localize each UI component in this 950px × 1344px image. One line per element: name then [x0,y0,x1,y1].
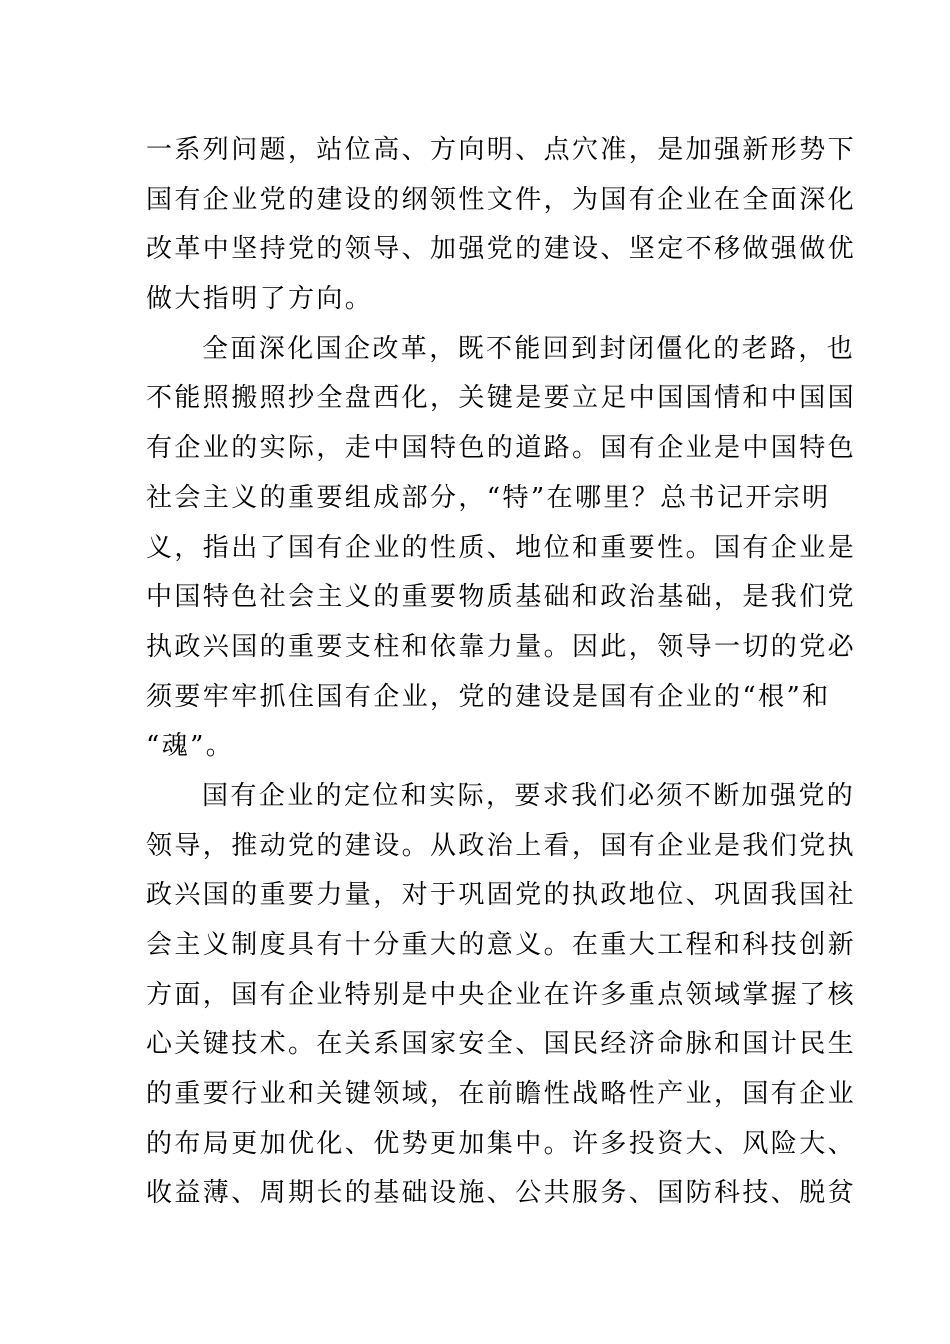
text-line: 义，指出了国有企业的性质、地位和重要性。国有企业是 [146,532,857,563]
text-line: 会主义制度具有十分重大的意义。在重大工程和科技创新 [146,930,857,960]
text-line: 改革中坚持党的领导、加强党的建设、坚定不移做强做优 [146,234,857,265]
text-line: 执政兴国的重要支柱和依靠力量。因此，领导一切的党必 [146,631,857,662]
paragraph [146,772,857,1219]
text-line: “魂”。 [146,731,235,762]
text-line: 的重要行业和关键领域，在前瞻性战略性产业，国有企业 [146,1079,857,1110]
text-line: 的布局更加优化、优势更加集中。许多投资大、风险大、 [146,1128,857,1159]
text-line: 中国特色社会主义的重要物质基础和政治基础，是我们党 [146,582,857,613]
text-line: 领导，推动党的建设。从政治上看，国有企业是我们党执 [146,830,857,861]
document-body [146,126,857,1219]
text-line: 心关键技术。在关系国家安全、国民经济命脉和国计民生 [146,1029,857,1060]
text-line: 国有企业党的建设的纲领性文件，为国有企业在全面深化 [146,184,857,215]
text-line: 须要牢牢抓住国有企业，党的建设是国有企业的“根”和 [146,681,831,712]
text-line: 方面，国有企业特别是中央企业在许多重点领域掌握了核 [146,979,857,1010]
text-line: 收益薄、周期长的基础设施、公共服务、国防科技、脱贫 [146,1178,857,1209]
text-line: 一系列问题，站位高、方向明、点穴准，是加强新形势下 [146,135,857,165]
text-line: 全面深化国企改革，既不能回到封闭僵化的老路，也 [202,333,856,364]
paragraph [146,325,857,772]
text-line: 有企业的实际，走中国特色的道路。国有企业是中国特色 [146,433,857,464]
text-line: 社会主义的重要组成部分，“特”在哪里？总书记开宗明 [146,482,831,513]
paragraph [146,126,857,325]
text-line: 不能照搬照抄全盘西化，关键是要立足中国国情和中国国 [146,383,857,414]
text-line: 做大指明了方向。 [146,284,374,315]
text-line: 政兴国的重要力量，对于巩固党的执政地位、巩固我国社 [146,880,857,911]
text-line: 国有企业的定位和实际，要求我们必须不断加强党的 [202,780,856,811]
